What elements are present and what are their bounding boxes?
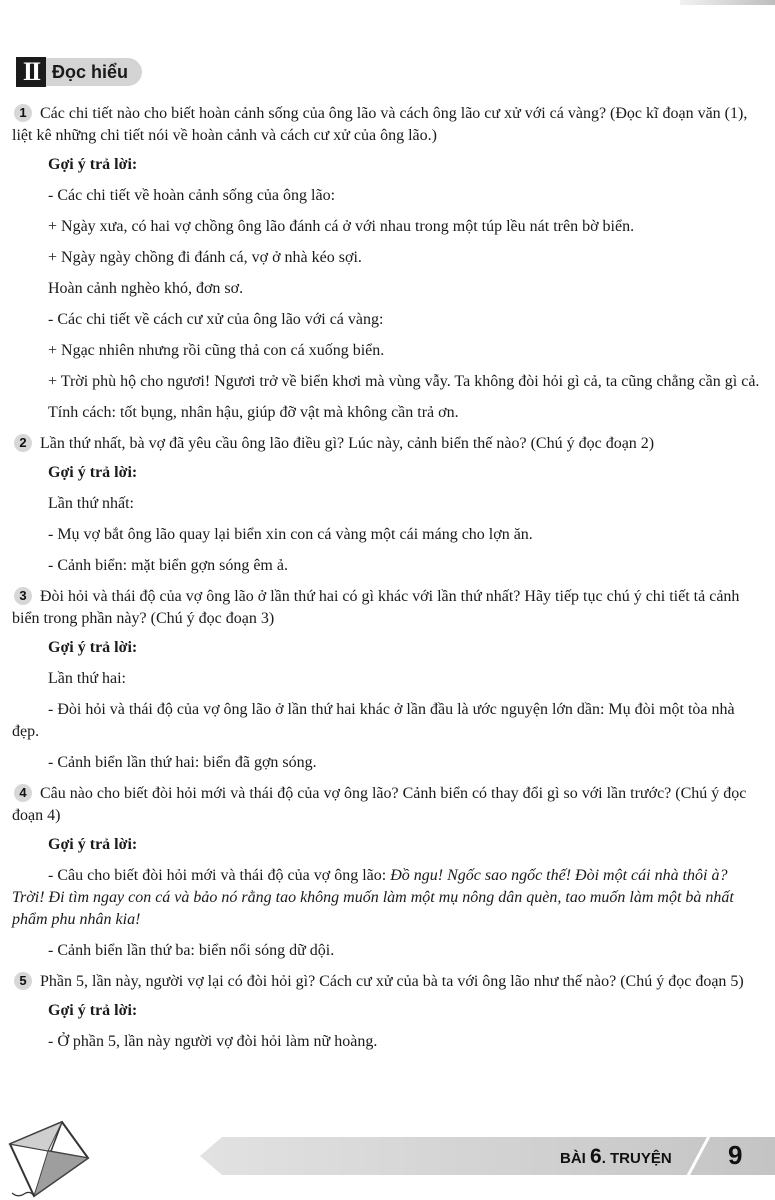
- top-edge-rule: [680, 0, 775, 5]
- answer-paragraph: [12, 865, 762, 931]
- question-number-badge: 3: [14, 587, 32, 605]
- page-number: 9: [728, 1140, 743, 1170]
- kite-icon: [4, 1118, 96, 1200]
- answer-line: - Ở phần 5, lần này người vợ đòi hỏi làm nữ hoàng.: [48, 1033, 378, 1050]
- question-number-badge: 4: [14, 784, 32, 802]
- answer-line: - Cảnh biển lần thứ ba: biển nổi sóng dữ dội.: [48, 942, 335, 959]
- answer-line: Hoàn cảnh nghèo khó, đơn sơ.: [48, 280, 244, 297]
- answer-line: + Ngạc nhiên nhưng rồi cũng thả con cá xuống biển.: [48, 342, 385, 359]
- question-text: Câu nào cho biết đòi hỏi mới và thái độ của vợ ông lão? Cảnh biển có thay đổi gì so với lần trước? (Chú ý đọc đoạn 4): [12, 785, 747, 824]
- answer-intro: - Câu cho biết đòi hỏi mới và thái độ của vợ ông lão:: [48, 867, 391, 884]
- lesson-number: 6: [590, 1145, 602, 1168]
- answer-line: + Ngày ngày chồng đi đánh cá, vợ ở nhà kéo sợi.: [48, 249, 362, 266]
- hint-title: Gợi ý trả lời:: [48, 156, 138, 173]
- lesson-prefix: BÀI: [560, 1150, 590, 1167]
- hint-title: Gợi ý trả lời:: [48, 1002, 138, 1019]
- answer-line: Lần thứ nhất:: [48, 495, 134, 512]
- answer-line: Tính cách: tốt bụng, nhân hậu, giúp đỡ vật mà không cần trả ơn.: [48, 404, 459, 421]
- section-header: [16, 57, 142, 87]
- lesson-title: . TRUYỆN: [601, 1150, 672, 1167]
- lesson-label: [560, 1146, 672, 1168]
- question-1: [12, 103, 762, 147]
- answer-line: Lần thứ hai:: [48, 670, 126, 687]
- hint-title: Gợi ý trả lời:: [48, 464, 138, 481]
- question-2: [12, 433, 762, 455]
- hint-title: Gợi ý trả lời:: [48, 639, 138, 656]
- question-number-badge: 2: [14, 434, 32, 452]
- hint-title: Gợi ý trả lời:: [48, 836, 138, 853]
- answer-line: - Đòi hỏi và thái độ của vợ ông lão ở lần thứ hai khác ở lần đầu là ước nguyện lớn dần: Mụ đòi một tòa nhà đẹp.: [12, 701, 735, 740]
- question-3: [12, 586, 762, 630]
- answer-line: + Trời phù hộ cho ngươi! Ngươi trở về biển khơi mà vùng vẫy. Ta không đòi hỏi gì cả, ta cũng chẳng cần gì cả.: [48, 373, 760, 390]
- question-text: Đòi hỏi và thái độ của vợ ông lão ở lần thứ hai có gì khác với lần thứ nhất? Hãy tiếp tục chú ý chi tiết tả cảnh biển trong phần này? (Chú ý đọc đoạn 3): [12, 588, 740, 627]
- answer-line: + Ngày xưa, có hai vợ chồng ông lão đánh cá ở với nhau trong một túp lều nát trên bờ biển.: [48, 218, 635, 235]
- answer-line: - Các chi tiết về hoàn cảnh sống của ông lão:: [48, 187, 336, 204]
- question-4: [12, 783, 762, 827]
- answer-line: - Cảnh biển: mặt biển gợn sóng êm ả.: [48, 557, 288, 574]
- section-numeral: II: [16, 57, 46, 87]
- answer-line: - Mụ vợ bắt ông lão quay lại biển xin con cá vàng một cái máng cho lợn ăn.: [48, 526, 533, 543]
- question-5: [12, 971, 762, 993]
- reading-comprehension-content: [12, 103, 762, 1062]
- question-text: Các chi tiết nào cho biết hoàn cảnh sống của ông lão và cách ông lão cư xử với cá vàng? (Đọc kĩ đoạn văn (1), liệt kê những chi tiết nói về hoàn cảnh và cách cư xử của ông lão.): [12, 105, 748, 144]
- answer-line: - Các chi tiết về cách cư xử của ông lão với cá vàng:: [48, 311, 384, 328]
- question-text: Lần thứ nhất, bà vợ đã yêu cầu ông lão điều gì? Lúc này, cảnh biển thế nào? (Chú ý đọc đoạn 2): [40, 435, 655, 452]
- question-number-badge: 1: [14, 104, 32, 122]
- question-number-badge: 5: [14, 972, 32, 990]
- answer-line: - Cảnh biển lần thứ hai: biển đã gợn sóng.: [48, 754, 317, 771]
- answer-quote: Đồ ngu! Ngốc sao ngốc thế! Đòi một cái nhà thôi à? Trời! Đi tìm ngay con cá và bảo nó rằng tao không muốn làm một mụ nông dân quèn, tao muốn làm một bà nhất phẩm phu nhân kia!: [12, 867, 734, 928]
- section-title: Đọc hiểu: [42, 58, 142, 86]
- question-text: Phần 5, lần này, người vợ lại có đòi hỏi gì? Cách cư xử của bà ta với ông lão như thế nào? (Chú ý đọc đoạn 5): [40, 973, 744, 990]
